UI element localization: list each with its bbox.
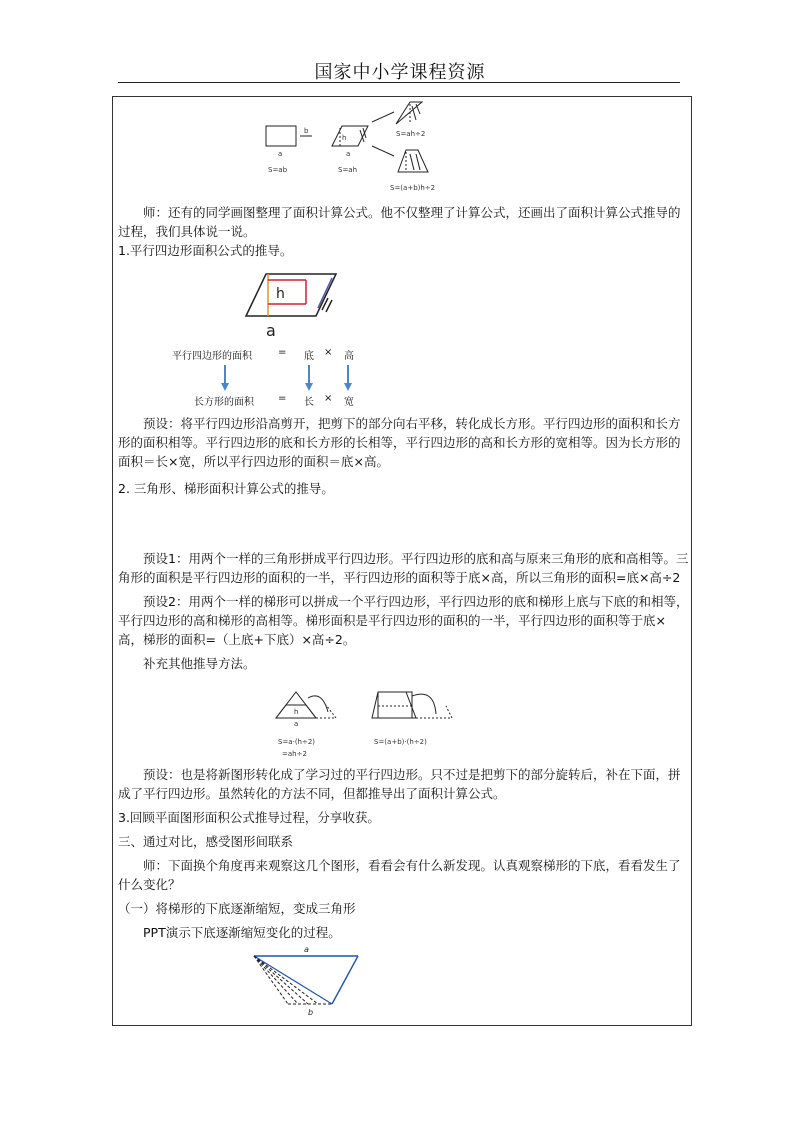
fig1-h-label: h <box>342 134 347 142</box>
row2-term: 长方形的面积 <box>194 397 254 408</box>
row2-width: 宽 <box>344 397 354 408</box>
row1-term: 平行四边形的面积 <box>172 351 252 362</box>
fig1-a-label: a <box>278 150 283 158</box>
fig3-a-label: a <box>294 720 299 728</box>
paragraph-supplement: 补充其他推导方法。 <box>143 656 256 671</box>
row2-eq: = <box>278 393 287 404</box>
section-heading-4: 三、通过对比，感受图形间联系 <box>118 834 294 849</box>
triangle-shape <box>396 102 422 124</box>
paragraph-teacher-1: 师：还有的同学画图整理了面积计算公式。他不仅整理了计算公式，还画出了面积计算公式推导的过程，我们具体说一说。 <box>118 205 681 239</box>
row1-base: 底 <box>304 351 314 362</box>
rectangle-shape <box>266 126 296 146</box>
header-rule <box>118 82 680 83</box>
figure-rotation-method <box>266 686 466 762</box>
figure-area-derivation-sketch <box>260 100 460 192</box>
fig1-a-label-2: a <box>346 150 351 158</box>
figure-parallelogram-cut <box>236 270 346 342</box>
fig1-b-label: b <box>304 127 309 135</box>
trapezoid-shape <box>398 150 428 172</box>
text-block-1 <box>118 203 690 260</box>
equation-diagram <box>172 347 372 407</box>
paragraph-preset-1: 预设1：用两个一样的三角形拼成平行四边形。平行四边形的底和高与原来三角形的底和高相等。三角形的面积是平行四边形的面积的一半，平行四边形的面积等于底×高，所以三角形的面积=底×高÷2 <box>118 551 689 585</box>
row1-height: 高 <box>344 351 354 362</box>
row2-times: × <box>324 393 333 404</box>
formula-tri: S=ah÷2 <box>396 130 426 138</box>
paragraph-preset-parallelogram: 预设：将平行四边形沿高剪开，把剪下的部分向右平移，转化成长方形。平行四边形的面积和长方形的面积相等。平行四边形的底和长方形的长相等，平行四边形的高和长方形的宽相等。因为长方形的面积＝长×宽，所以平行四边形的面积＝底×高。 <box>118 416 681 469</box>
paragraph-preset-rotation: 预设：也是将新图形转化成了学习过的平行四边形。只不过是把剪下的部分旋转后，补在下面，拼成了平行四边形。虽然转化的方法不同，但都推导出了面积计算公式。 <box>118 767 681 801</box>
paragraph-teacher-2: 师：下面换个角度再来观察这几个图形，看看会有什么新发现。认真观察梯形的下底，看看发生了什么变化？ <box>118 858 681 892</box>
section-heading-2: 2. 三角形、梯形面积计算公式的推导。 <box>118 481 334 496</box>
formula-rect: S=ab <box>268 166 288 174</box>
figure-trapezoid-shrinking <box>248 942 368 1018</box>
text-block-3 <box>118 549 690 673</box>
text-block-4 <box>118 765 690 942</box>
fig4-b-label: b <box>308 1008 314 1017</box>
tri-formula-1: S=a·(h÷2) <box>278 738 316 746</box>
tri-formula-2: =ah÷2 <box>282 750 307 758</box>
trap-formula: S=(a+b)·(h÷2) <box>374 738 427 746</box>
formula-trap: S=(a+b)h÷2 <box>390 184 436 192</box>
fig2-a-label: a <box>266 321 276 340</box>
fig3-h-label: h <box>294 708 299 716</box>
page-header-title: 国家中小学课程资源 <box>314 62 486 83</box>
text-block-2 <box>118 414 690 498</box>
fig2-h-label: h <box>276 286 285 302</box>
paragraph-ppt-demo: PPT演示下底逐渐缩短变化的过程。 <box>143 925 341 940</box>
parallelogram-shape <box>332 126 368 146</box>
arrow-up-icon <box>372 112 394 122</box>
row1-times: × <box>324 347 333 358</box>
section-heading-5: （一）将梯形的下底逐渐缩短，变成三角形 <box>118 901 356 916</box>
formula-para: S=ah <box>338 166 358 174</box>
section-heading-3: 3.回顾平面图形面积公式推导过程，分享收获。 <box>118 810 380 825</box>
fig4-a-label: a <box>304 945 309 954</box>
arrow-down-icon <box>372 146 394 156</box>
section-heading-1: 1.平行四边形面积公式的推导。 <box>118 243 293 258</box>
row1-eq: = <box>278 347 287 358</box>
paragraph-preset-2: 预设2：用两个一样的梯形可以拼成一个平行四边形，平行四边形的底和梯形上底与下底的和相等，平行四边形的高和梯形的高相等。梯形面积是平行四边形的面积的一半，平行四边形的面积等于底×高，梯形的面积=（上底+下底）×高÷2。 <box>118 594 689 647</box>
row2-length: 长 <box>304 397 314 408</box>
